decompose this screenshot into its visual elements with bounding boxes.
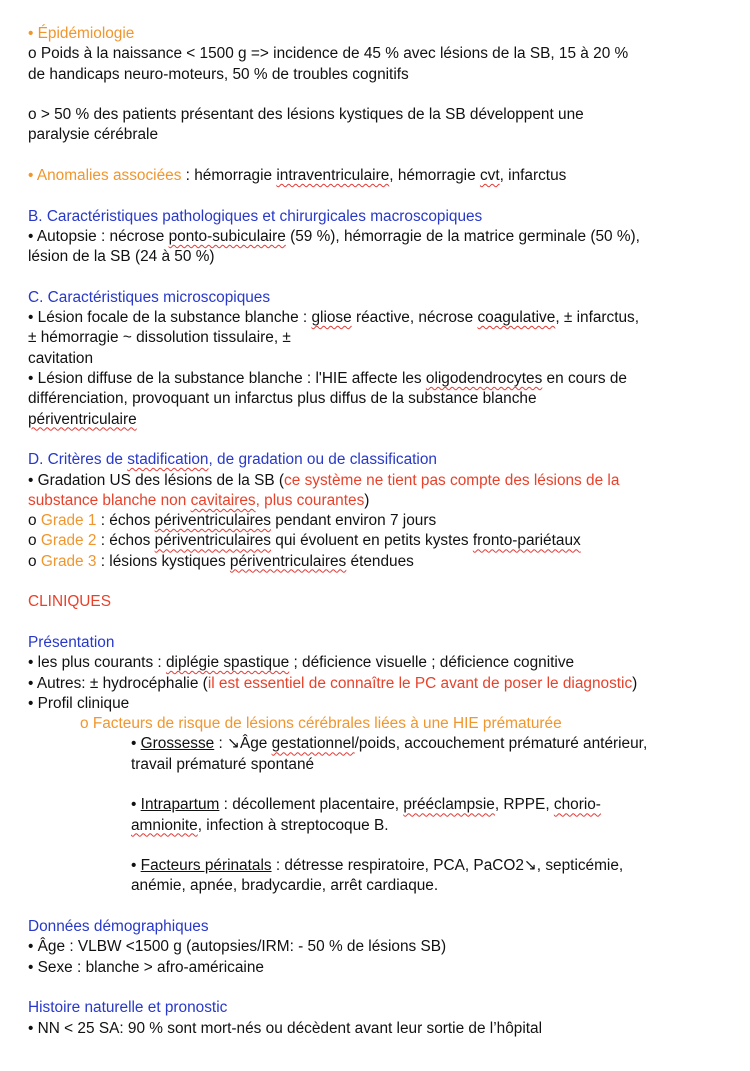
text-run: ; déficience visuelle ; déficience cognitive bbox=[289, 654, 575, 672]
section-b-heading: B. Caractéristiques pathologiques et chirurgicales macroscopiques bbox=[28, 207, 483, 225]
red-note: ce système ne tient pas compte des lésions de la bbox=[284, 471, 620, 489]
section-b-line2: lésion de la SB (24 à 50 %) bbox=[28, 248, 215, 266]
spellcheck-word: prééclampsie bbox=[403, 796, 495, 814]
text-run: en cours de bbox=[542, 370, 627, 388]
demographics-line2: • Sexe : blanche > afro-américaine bbox=[28, 958, 264, 976]
spellcheck-word: ponto-subiculaire bbox=[168, 227, 286, 245]
pregnancy-line1 bbox=[28, 734, 733, 754]
text-run: • Gradation US des lésions de la SB ( bbox=[28, 471, 285, 489]
text-run: • Lésion focale de la substance blanche : bbox=[28, 309, 312, 327]
section-d-line1 bbox=[28, 471, 733, 491]
spellcheck-word: gestationnel bbox=[271, 735, 355, 753]
perinatal-line2: anémie, apnée, bradycardie, arrêt cardiaque. bbox=[131, 877, 439, 895]
spellcheck-word: fronto-pariétaux bbox=[472, 532, 581, 550]
grade-label: Grade 3 bbox=[40, 552, 97, 570]
section-c-line2: ± hémorragie ~ dissolution tissulaire, ± bbox=[28, 329, 291, 347]
epidemiology-p2-line2: paralysie cérébrale bbox=[28, 126, 159, 144]
text-run: : ↘Âge bbox=[214, 735, 272, 753]
presentation-line1 bbox=[28, 653, 733, 673]
text-run: étendues bbox=[346, 552, 414, 570]
section-b-line1 bbox=[28, 227, 733, 247]
cliniques-heading: CLINIQUES bbox=[28, 593, 111, 611]
red-note: , plus courantes bbox=[255, 491, 365, 509]
pregnancy-line2: travail prématuré spontané bbox=[131, 755, 315, 773]
text-run: (59 %), hémorragie de la matrice germinale (50 %), bbox=[285, 227, 640, 245]
intrapartum-line2 bbox=[28, 816, 733, 836]
perinatal-line1 bbox=[28, 856, 733, 876]
text-run: , infection à streptocoque B. bbox=[197, 816, 389, 834]
section-c-line6: périventriculaire bbox=[28, 410, 137, 428]
section-c-line1 bbox=[28, 308, 733, 328]
section-c-line5: différenciation, provoquant un infarctus plus diffus de la substance blanche bbox=[28, 390, 537, 408]
grade-label: Grade 2 bbox=[40, 532, 97, 550]
grade-label: Grade 1 bbox=[40, 512, 97, 530]
spellcheck-word: coagulative bbox=[477, 309, 556, 327]
text-run: • les plus courants : bbox=[28, 654, 166, 672]
underlined-term: Grossesse bbox=[140, 735, 215, 753]
spellcheck-word: périventriculaires bbox=[229, 552, 347, 570]
section-c-line3: cavitation bbox=[28, 349, 94, 367]
grade-3 bbox=[28, 552, 733, 572]
text-run: • Autopsie : nécrose bbox=[28, 227, 169, 245]
grade-2 bbox=[28, 531, 733, 551]
text-run: : décollement placentaire, bbox=[219, 796, 404, 814]
spellcheck-word: diplégie spastique bbox=[165, 654, 290, 672]
epidemiology-heading: • Épidémiologie bbox=[28, 25, 135, 42]
text-run: o bbox=[28, 512, 41, 530]
underlined-term: Facteurs périnatals bbox=[140, 857, 272, 875]
text-run: • Lésion diffuse de la substance blanche : l'HIE affecte les bbox=[28, 370, 426, 388]
section-d-line2 bbox=[28, 491, 733, 511]
presentation-line2 bbox=[28, 674, 733, 694]
epidemiology-p1-line1: o Poids à la naissance < 1500 g => incidence de 45 % avec lésions de la SB, 15 à 20 % bbox=[28, 45, 629, 63]
risk-factors-heading: o Facteurs de risque de lésions cérébrales liées à une HIE prématurée bbox=[80, 715, 562, 733]
spellcheck-word: cavitaires bbox=[190, 491, 256, 509]
text-run: : hémorragie bbox=[181, 167, 277, 185]
spellcheck-word: périventriculaires bbox=[154, 512, 271, 530]
section-c-heading: C. Caractéristiques microscopiques bbox=[28, 288, 271, 306]
presentation-heading: Présentation bbox=[28, 633, 115, 651]
text-run: ) bbox=[632, 674, 638, 692]
grade-1 bbox=[28, 511, 733, 531]
demographics-heading: Données démographiques bbox=[28, 918, 209, 936]
underlined-term: Intrapartum bbox=[140, 796, 220, 814]
text-run: réactive, nécrose bbox=[351, 309, 478, 327]
section-d-heading bbox=[28, 450, 733, 470]
document-page bbox=[28, 24, 733, 1039]
spellcheck-word: cvt bbox=[479, 167, 500, 185]
text-run: , de gradation ou de classification bbox=[208, 451, 437, 469]
intrapartum-line1 bbox=[28, 795, 733, 815]
text-run: : échos bbox=[96, 532, 155, 550]
text-run: : détresse respiratoire, PCA, PaCO2↘, septicémie, bbox=[271, 857, 624, 875]
text-run: pendant environ 7 jours bbox=[271, 512, 437, 530]
spellcheck-word: périventriculaires bbox=[154, 532, 271, 550]
natural-history-heading: Histoire naturelle et pronostic bbox=[28, 999, 228, 1017]
spellcheck-word: gliose bbox=[311, 309, 352, 327]
spellcheck-word: amnionite bbox=[131, 816, 198, 834]
text-run: : échos bbox=[96, 512, 155, 530]
associated-anomalies-label: • Anomalies associées bbox=[28, 167, 182, 185]
text-run: , infarctus bbox=[499, 167, 567, 185]
spellcheck-word: intraventriculaire bbox=[276, 167, 390, 185]
spellcheck-word: oligodendrocytes bbox=[425, 370, 543, 388]
text-run: o bbox=[28, 552, 41, 570]
spellcheck-word: stadification bbox=[127, 451, 209, 469]
text-run: • bbox=[131, 857, 141, 875]
epidemiology-p1-line2: de handicaps neuro-moteurs, 50 % de troubles cognitifs bbox=[28, 65, 409, 83]
epidemiology-p2-line1: o > 50 % des patients présentant des lésions kystiques de la SB développent une bbox=[28, 106, 584, 124]
text-run: o bbox=[28, 532, 41, 550]
text-run: • bbox=[131, 735, 141, 753]
section-c-line4 bbox=[28, 369, 733, 389]
presentation-line3: • Profil clinique bbox=[28, 694, 130, 712]
spellcheck-word: chorio- bbox=[553, 796, 601, 814]
text-run: /poids, accouchement prématuré antérieur, bbox=[354, 735, 648, 753]
demographics-line1: • Âge : VLBW <1500 g (autopsies/IRM: - 50 % de lésions SB) bbox=[28, 938, 447, 956]
text-run: , hémorragie bbox=[389, 167, 480, 185]
associated-anomalies bbox=[28, 166, 733, 186]
text-run: D. Critères de bbox=[28, 451, 128, 469]
text-run: • Autres: ± hydrocéphalie ( bbox=[28, 674, 208, 692]
text-run: , ± infarctus, bbox=[555, 309, 640, 327]
text-run: , RPPE, bbox=[494, 796, 554, 814]
red-note: substance blanche non bbox=[28, 491, 191, 509]
text-run: : lésions kystiques bbox=[96, 552, 230, 570]
text-run: qui évoluent en petits kystes bbox=[271, 532, 473, 550]
text-run: ) bbox=[364, 491, 370, 509]
text-run: • bbox=[131, 796, 141, 814]
natural-history-line1: • NN < 25 SA: 90 % sont mort-nés ou décèdent avant leur sortie de l’hôpital bbox=[28, 1019, 542, 1037]
red-note: il est essentiel de connaître le PC avant de poser le diagnostic bbox=[207, 674, 633, 692]
